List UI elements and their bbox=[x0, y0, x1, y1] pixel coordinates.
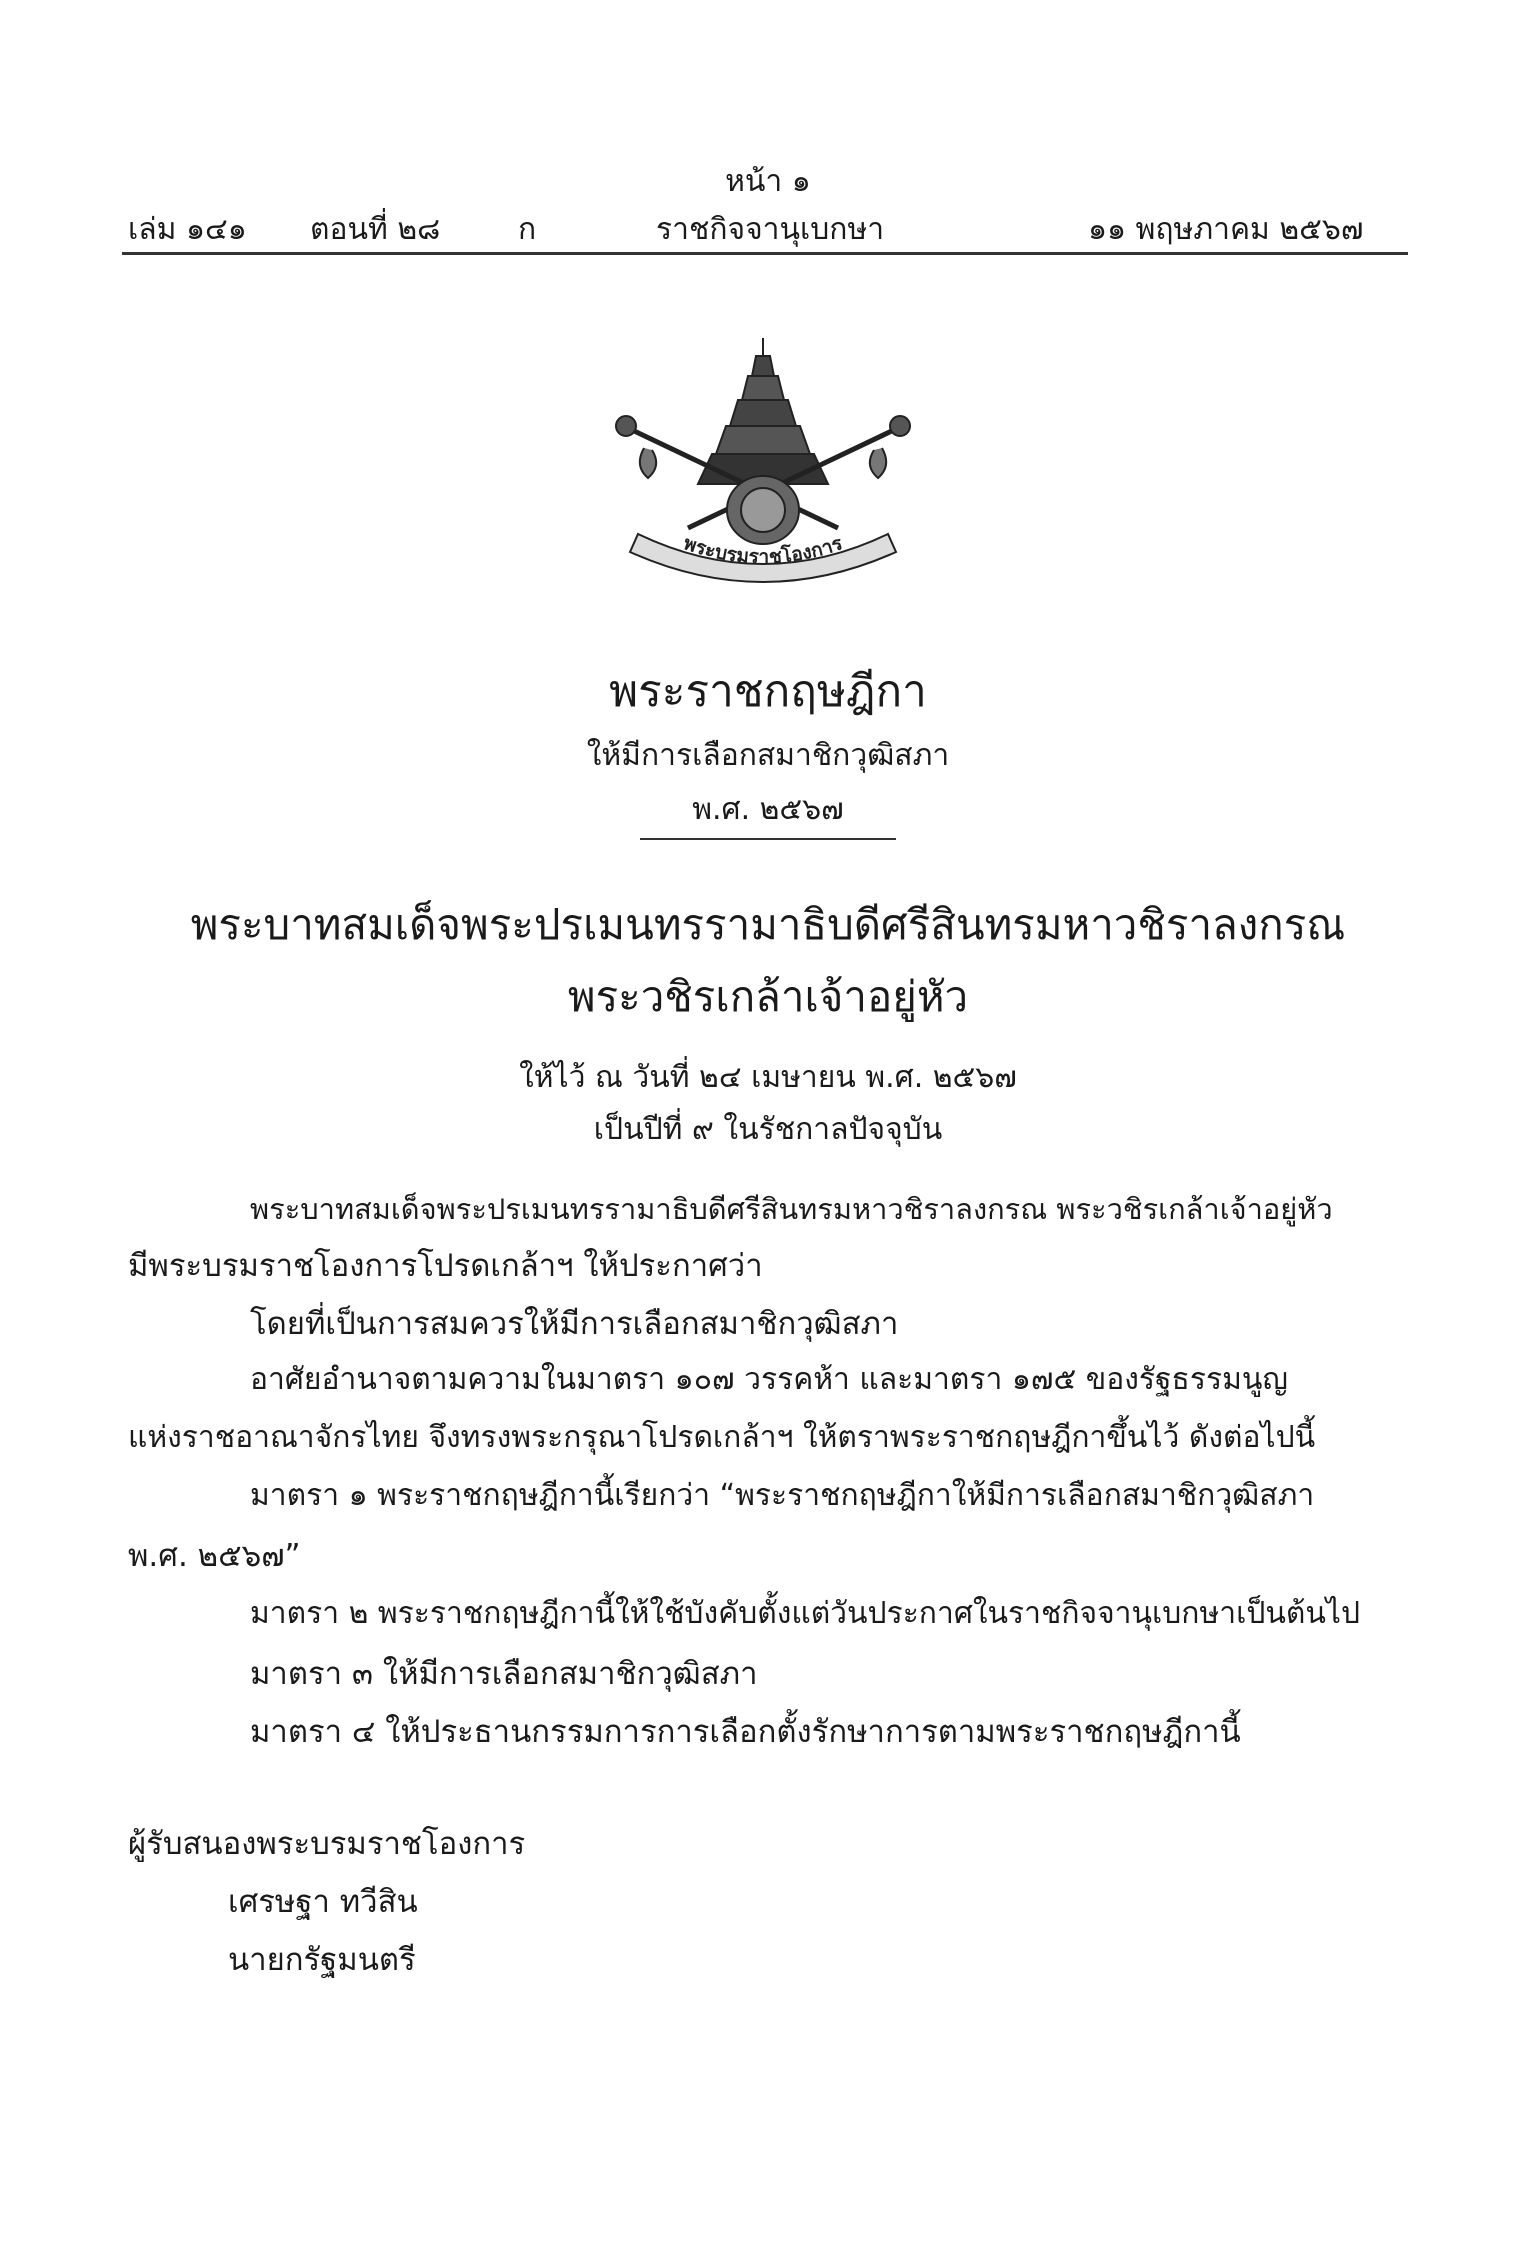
body-paragraph-3-line-2: แห่งราชอาณาจักรไทย จึงทรงพระกรุณาโปรดเกล้าฯ ให้ตราพระราชกฤษฎีกาขึ้นไว้ ดังต่อไปนี้ bbox=[128, 1420, 1316, 1455]
reign-year: เป็นปีที่ ๙ ในรัชกาลปัจจุบัน bbox=[593, 1112, 943, 1147]
gazette-name: ราชกิจจานุเบกษา bbox=[656, 212, 885, 247]
countersign-name: เศรษฐา ทวีสิน bbox=[228, 1884, 418, 1920]
decree-subtitle: ให้มีการเลือกสมาชิกวุฒิสภา bbox=[586, 738, 950, 773]
section-3: มาตรา ๓ ให้มีการเลือกสมาชิกวุฒิสภา bbox=[250, 1656, 758, 1692]
series-letter: ก bbox=[518, 212, 537, 247]
header-rule bbox=[122, 252, 1408, 255]
body-paragraph-2: โดยที่เป็นการสมควรให้มีการเลือกสมาชิกวุฒิสภา bbox=[250, 1306, 899, 1342]
publication-date: ๑๑ พฤษภาคม ๒๕๖๗ bbox=[1088, 212, 1364, 247]
volume-number: เล่ม ๑๔๑ bbox=[128, 212, 247, 247]
king-name-line2: พระวชิรเกล้าเจ้าอยู่หัว bbox=[567, 972, 969, 1021]
section-1-line-1: มาตรา ๑ พระราชกฤษฎีกานี้เรียกว่า “พระราชกฤษฎีกาให้มีการเลือกสมาชิกวุฒิสภา bbox=[250, 1478, 1315, 1513]
title-rule bbox=[640, 838, 896, 840]
decree-title: พระราชกฤษฎีกา bbox=[609, 666, 927, 717]
section-4: มาตรา ๔ ให้ประธานกรรมการการเลือกตั้งรักษาการตามพระราชกฤษฎีกานี้ bbox=[250, 1714, 1241, 1750]
given-date: ให้ไว้ ณ วันที่ ๒๔ เมษายน พ.ศ. ๒๕๖๗ bbox=[519, 1060, 1017, 1095]
decree-year: พ.ศ. ๒๕๖๗ bbox=[692, 792, 844, 827]
body-paragraph-1-line-1: พระบาทสมเด็จพระปรเมนทรรามาธิบดีศรีสินทรมหาวชิราลงกรณ พระวชิรเกล้าเจ้าอยู่หัว bbox=[250, 1192, 1333, 1226]
body-paragraph-3-line-1: อาศัยอำนาจตามความในมาตรา ๑๐๗ วรรคห้า และมาตรา ๑๗๕ ของรัฐธรรมนูญ bbox=[250, 1362, 1288, 1397]
section-number: ตอนที่ ๒๘ bbox=[310, 212, 441, 247]
king-name-line1: พระบาทสมเด็จพระปรเมนทรรามาธิบดีศรีสินทรมหาวชิราลงกรณ bbox=[190, 900, 1346, 949]
royal-emblem-icon bbox=[598, 338, 928, 586]
section-2: มาตรา ๒ พระราชกฤษฎีกานี้ให้ใช้บังคับตั้งแต่วันประกาศในราชกิจจานุเบกษาเป็นต้นไป bbox=[250, 1596, 1361, 1631]
svg-text:พระบรมราชโองการ: พระบรมราชโองการ bbox=[680, 532, 846, 569]
body-paragraph-1-line-2: มีพระบรมราชโองการโปรดเกล้าฯ ให้ประกาศว่า bbox=[128, 1248, 763, 1284]
countersign-label: ผู้รับสนองพระบรมราชโองการ bbox=[128, 1826, 526, 1862]
countersign-position: นายกรัฐมนตรี bbox=[228, 1942, 416, 1978]
section-1-line-2: พ.ศ. ๒๕๖๗” bbox=[128, 1538, 301, 1574]
page-number: หน้า ๑ bbox=[725, 164, 811, 199]
